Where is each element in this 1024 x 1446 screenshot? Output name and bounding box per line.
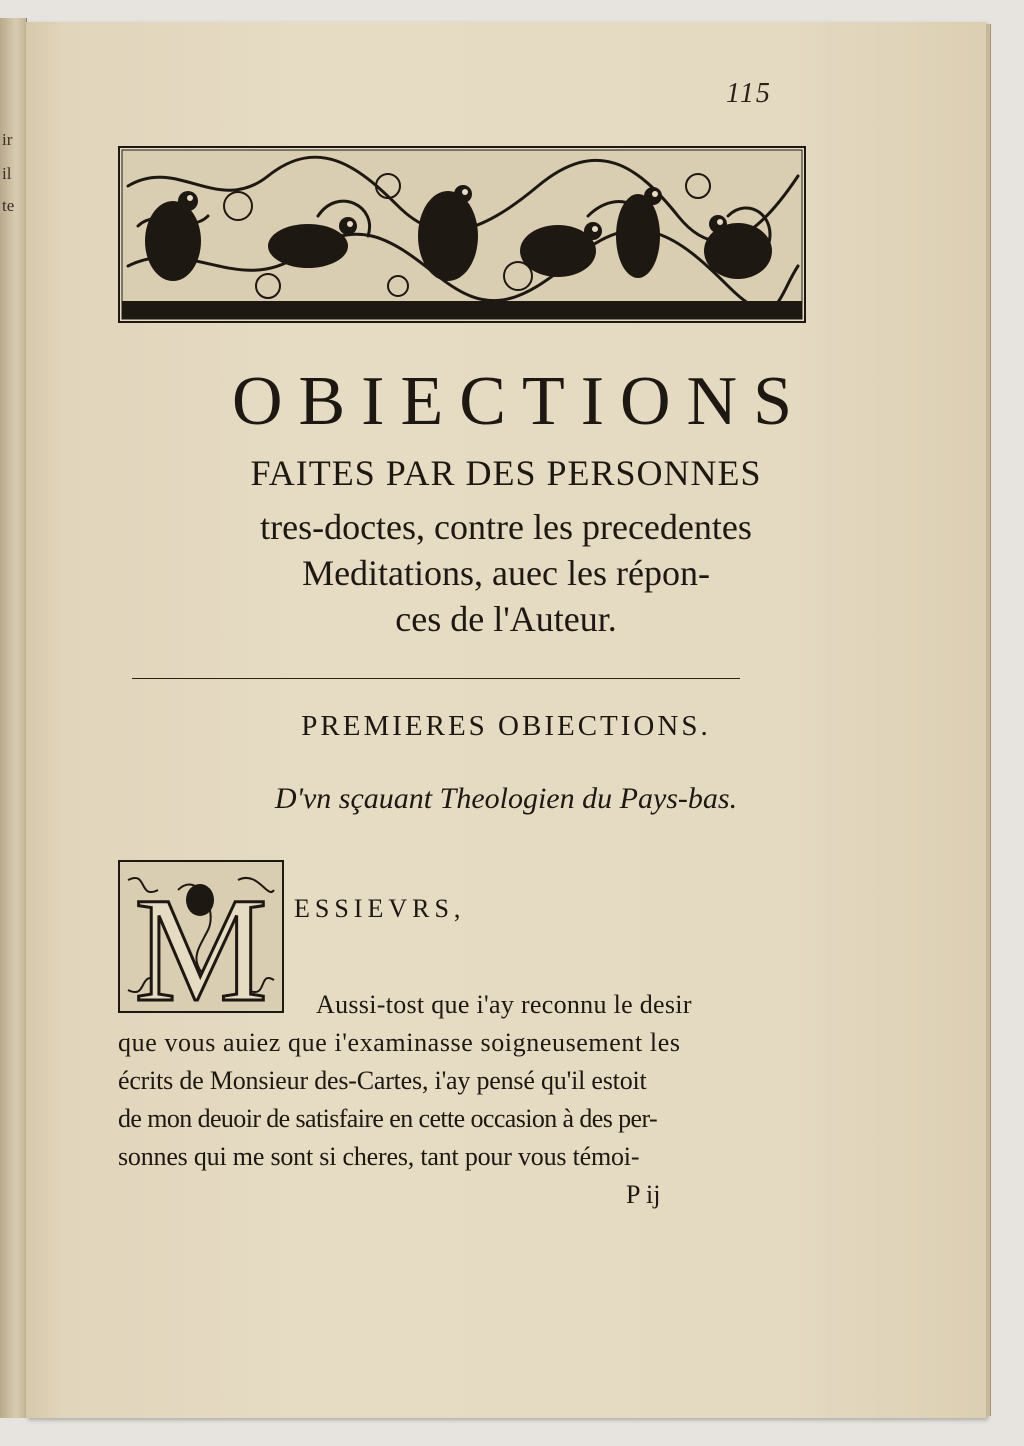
body-line: sonnes qui me sont si cheres, tant pour vous témoi- <box>118 1142 640 1171</box>
page-edge <box>986 24 991 1416</box>
title-main: OBIECTIONS <box>231 363 809 440</box>
left-page-edge <box>0 18 27 1418</box>
signature-mark: P ij <box>626 1180 661 1209</box>
title-line: ces de l'Auteur. <box>395 599 617 639</box>
section-heading: PREMIERES OBIECTIONS. <box>301 710 711 742</box>
title-line: tres-doctes, contre les precedentes <box>260 507 752 547</box>
body-line: que vous auiez que i'examinasse soigneusement les <box>118 1028 681 1057</box>
divider-rule <box>132 678 740 679</box>
left-page-fragment: ir <box>2 130 13 149</box>
salutation: ESSIEVRS, <box>294 894 466 923</box>
headpiece-ornament <box>118 146 806 323</box>
title-line: Meditations, auec les répon- <box>302 553 710 593</box>
title-subtitle: FAITES PAR DES PERSONNES <box>250 453 762 493</box>
page-number: 115 <box>726 78 772 109</box>
body-line: de mon deuoir de satisfaire en cette occasion à des per- <box>118 1104 658 1133</box>
section-subheading: D'vn sçauant Theologien du Pays-bas. <box>274 782 738 815</box>
dropcap-letter: M <box>134 867 268 1013</box>
body-line: Aussi-tost que i'ay reconnu le desir <box>316 990 692 1019</box>
body-line: écrits de Monsieur des-Cartes, i'ay pensé qu'il estoit <box>118 1066 647 1095</box>
left-page-fragment: te <box>2 196 15 215</box>
book-page <box>26 22 986 1418</box>
historiated-initial <box>118 860 284 1013</box>
left-page-fragment: il <box>2 164 12 183</box>
